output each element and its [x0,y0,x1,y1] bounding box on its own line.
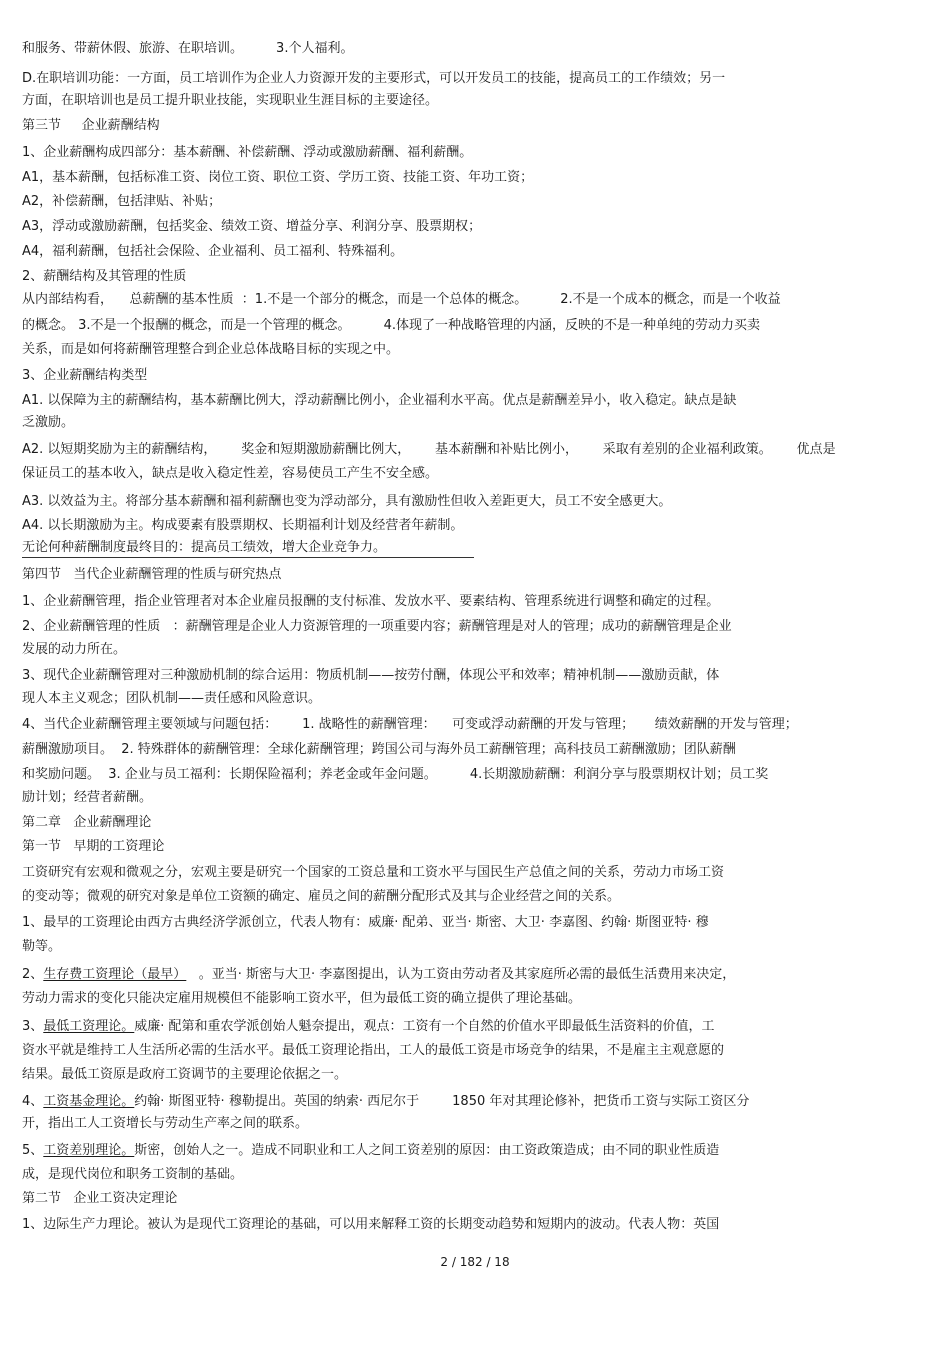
text-segment: A2. 以短期奖励为主的薪酬结构， 奖金和短期激励薪酬比例大， 基本薪酬和补贴比例小， 采取有差别的企业福利政策。 优点是 [22,442,836,457]
text-line [22,888,620,905]
text-line [22,716,798,733]
text-line [22,914,709,931]
text-line [22,1166,243,1183]
text-segment: 斯密，创始人之一。造成不同职业和工人之间工资差别的原因：由工资政策造成；由不同的职业性质造 [134,1143,720,1158]
text-segment: 从内部结构看， 总薪酬的基本性质 ：1.不是一个部分的概念，而是一个总体的概念。 2.不是一个成本的概念，而是一个收益 [22,292,781,307]
text-line [22,690,321,707]
text-line [22,465,438,482]
text-line [22,341,399,358]
text-segment: 5、 [22,1143,44,1158]
text-line [22,641,126,658]
page-number: 2 / 182 / 18 [440,1255,510,1269]
text-line [22,593,719,610]
text-segment: 。亚当· 斯密与大卫· 李嘉图提出，认为工资由劳动者及其家庭所必需的最低生活费用来决定， [186,967,736,982]
text-line [22,1093,749,1110]
text-segment: A1，基本薪酬，包括标准工资、岗位工资、职位工资、学历工资、技能工资、年功工资； [22,170,534,185]
text-segment: 勒等。 [22,939,62,954]
text-segment: 第二节 企业工资决定理论 [22,1191,178,1206]
text-line [22,1018,715,1035]
text-line [22,40,353,57]
text-segment: 和服务、带薪休假、旅游、在职培训。 3.个人福利。 [22,41,354,56]
text-line [22,1115,308,1132]
text-segment: 3、现代企业薪酬管理对三种激励机制的综合运用：物质机制——按劳付酬，体现公平和效率；精神机制——激励贡献，体 [22,668,720,683]
text-line [22,317,760,334]
text-segment: A2，补偿薪酬，包括津贴、补贴； [22,194,222,209]
text-segment: 工资研究有宏观和微观之分，宏观主要是研究一个国家的工资总量和工资水平与国民生产总值之间的关系，劳动力市场工资 [22,865,725,880]
text-segment: 关系，而是如何将薪酬管理整合到企业总体战略目标的实现之中。 [22,342,400,357]
text-segment: 结果。最低工资原是政府工资调节的主要理论依据之一。 [22,1067,348,1082]
text-segment: 资水平就是维持工人生活所必需的生活水平。最低工资理论指出，工人的最低工资是市场竞争的结果，不是雇主主观意愿的 [22,1043,725,1058]
text-line [22,291,781,308]
text-line [22,218,481,235]
text-line [22,741,736,758]
underlined-term: 工资基金理论。 [43,1094,135,1109]
text-segment: 约翰· 斯图亚特· 穆勒提出。英国的纳索· 西尼尔于 1850 年对其理论修补，把货币工资与实际工资区分 [134,1094,750,1109]
text-segment: 现人本主义观念；团队机制——责任感和风险意识。 [22,691,322,706]
text-segment: 4、 [22,1094,44,1109]
underline-rule [22,557,474,558]
text-segment: 2、薪酬结构及其管理的性质 [22,269,187,284]
text-segment: 1、企业薪酬管理，指企业管理者对本企业雇员报酬的支付标准、发放水平、要素结构、管理系统进行调整和确定的过程。 [22,594,720,609]
text-line [22,243,403,260]
text-segment: 2、企业薪酬管理的性质 ：薪酬管理是企业人力资源管理的一项重要内容；薪酬管理是对人的管理；成功的薪酬管理是企业 [22,619,732,634]
text-line [22,1042,724,1059]
text-line [22,367,147,384]
text-line [22,566,281,583]
text-line [22,169,533,186]
text-segment: 1、企业薪酬构成四部分：基本薪酬、补偿薪酬、浮动或激励薪酬、福利薪酬。 [22,145,473,160]
text-line [22,1066,347,1083]
text-segment: 方面，在职培训也是员工提升职业技能，实现职业生涯目标的主要途径。 [22,93,439,108]
text-segment: 第一节 早期的工资理论 [22,839,165,854]
text-segment: D.在职培训功能：一方面，员工培训作为企业人力资源开发的主要形式，可以开发员工的技能，提高员工的工作绩效；另一 [22,71,726,86]
text-line [22,493,671,510]
text-segment: 乏激励。 [22,415,75,430]
text-segment: 第三节 企业薪酬结构 [22,118,160,133]
underlined-term: 生存费工资理论（最早） [43,967,187,982]
text-segment: A3，浮动或激励薪酬，包括奖金、绩效工资、增益分享、利润分享、股票期权； [22,219,482,234]
text-segment: 无论何种薪酬制度最终目的：提高员工绩效，增大企业竞争力。 [22,540,387,555]
text-segment: 第二章 企业薪酬理论 [22,815,152,830]
text-line [22,789,152,806]
text-line [22,392,736,409]
text-line [22,938,61,955]
text-segment: 和奖励问题。 3. 企业与员工福利：长期保险福利；养老金或年金问题。 4.长期激励薪酬：利润分享与股票期权计划；员工奖 [22,767,769,782]
text-segment: 薪酬激励项目。 2. 特殊群体的薪酬管理：全球化薪酬管理；跨国公司与海外员工薪酬管理；高科技员工薪酬激励；团队薪酬 [22,742,736,757]
text-segment: A3. 以效益为主。将部分基本薪酬和福利薪酬也变为浮动部分，具有激励性但收入差距更大，员工不安全感更大。 [22,494,672,509]
text-line [22,667,719,684]
text-line [22,441,836,458]
text-segment: 成，是现代岗位和职务工资制的基础。 [22,1167,244,1182]
text-segment: 3、企业薪酬结构类型 [22,368,148,383]
text-segment: 1、最早的工资理论由西方古典经济学派创立，代表人物有：威廉· 配弟、亚当· 斯密、大卫· 李嘉图、约翰· 斯图亚特· 穆 [22,915,709,930]
text-segment: 开，指出工人工资增长与劳动生产率之间的联系。 [22,1116,309,1131]
text-segment: 2、 [22,967,44,982]
text-line [22,268,186,285]
underlined-term: 最低工资理论。 [43,1019,135,1034]
text-line [22,414,74,431]
text-line [22,517,463,534]
text-segment: A1. 以保障为主的薪酬结构，基本薪酬比例大，浮动薪酬比例小，企业福利水平高。优点是薪酬差异小，收入稳定。缺点是缺 [22,393,737,408]
text-line [22,966,735,983]
text-line [22,193,221,210]
text-segment: 第四节 当代企业薪酬管理的性质与研究热点 [22,567,282,582]
text-segment: 威廉· 配第和重农学派创始人魁奈提出，观点：工资有一个自然的价值水平即最低生活资料的价值，工 [134,1019,715,1034]
text-segment: 保证员工的基本收入，缺点是收入稳定性差，容易使员工产生不安全感。 [22,466,439,481]
text-line [22,990,581,1007]
text-segment: 励计划；经营者薪酬。 [22,790,153,805]
underlined-term: 工资差别理论。 [43,1143,135,1158]
text-segment: 1、边际生产力理论。被认为是现代工资理论的基础，可以用来解释工资的长期变动趋势和短期内的波动。代表人物：英国 [22,1217,720,1232]
text-line [22,864,724,881]
text-segment: A4，福利薪酬，包括社会保险、企业福利、员工福利、特殊福利。 [22,244,404,259]
text-line [22,814,151,831]
text-line [22,144,472,161]
text-segment: A4. 以长期激励为主。构成要素有股票期权、长期福利计划及经营者年薪制。 [22,518,464,533]
text-line [22,766,768,783]
text-line [22,539,386,556]
text-line [22,70,725,87]
text-segment: 劳动力需求的变化只能决定雇用规模但不能影响工资水平，但为最低工资的确立提供了理论基础。 [22,991,582,1006]
text-line [22,1142,719,1159]
text-line [22,1216,719,1233]
text-segment: 的变动等；微观的研究对象是单位工资额的确定、雇员之间的薪酬分配形式及其与企业经营之间的关系。 [22,889,621,904]
text-line [22,838,164,855]
text-line [22,92,438,109]
text-line [22,1190,177,1207]
text-line [22,618,732,635]
text-segment: 发展的动力所在。 [22,642,127,657]
text-line [22,117,160,134]
text-segment: 4、当代企业薪酬管理主要领域与问题包括： 1. 战略性的薪酬管理： 可变或浮动薪酬的开发与管理； 绩效薪酬的开发与管理； [22,717,798,732]
text-segment: 3、 [22,1019,44,1034]
text-segment: 的概念。 3.不是一个报酬的概念，而是一个管理的概念。 4.体现了一种战略管理的内涵，反映的不是一种单纯的劳动力买卖 [22,318,760,333]
